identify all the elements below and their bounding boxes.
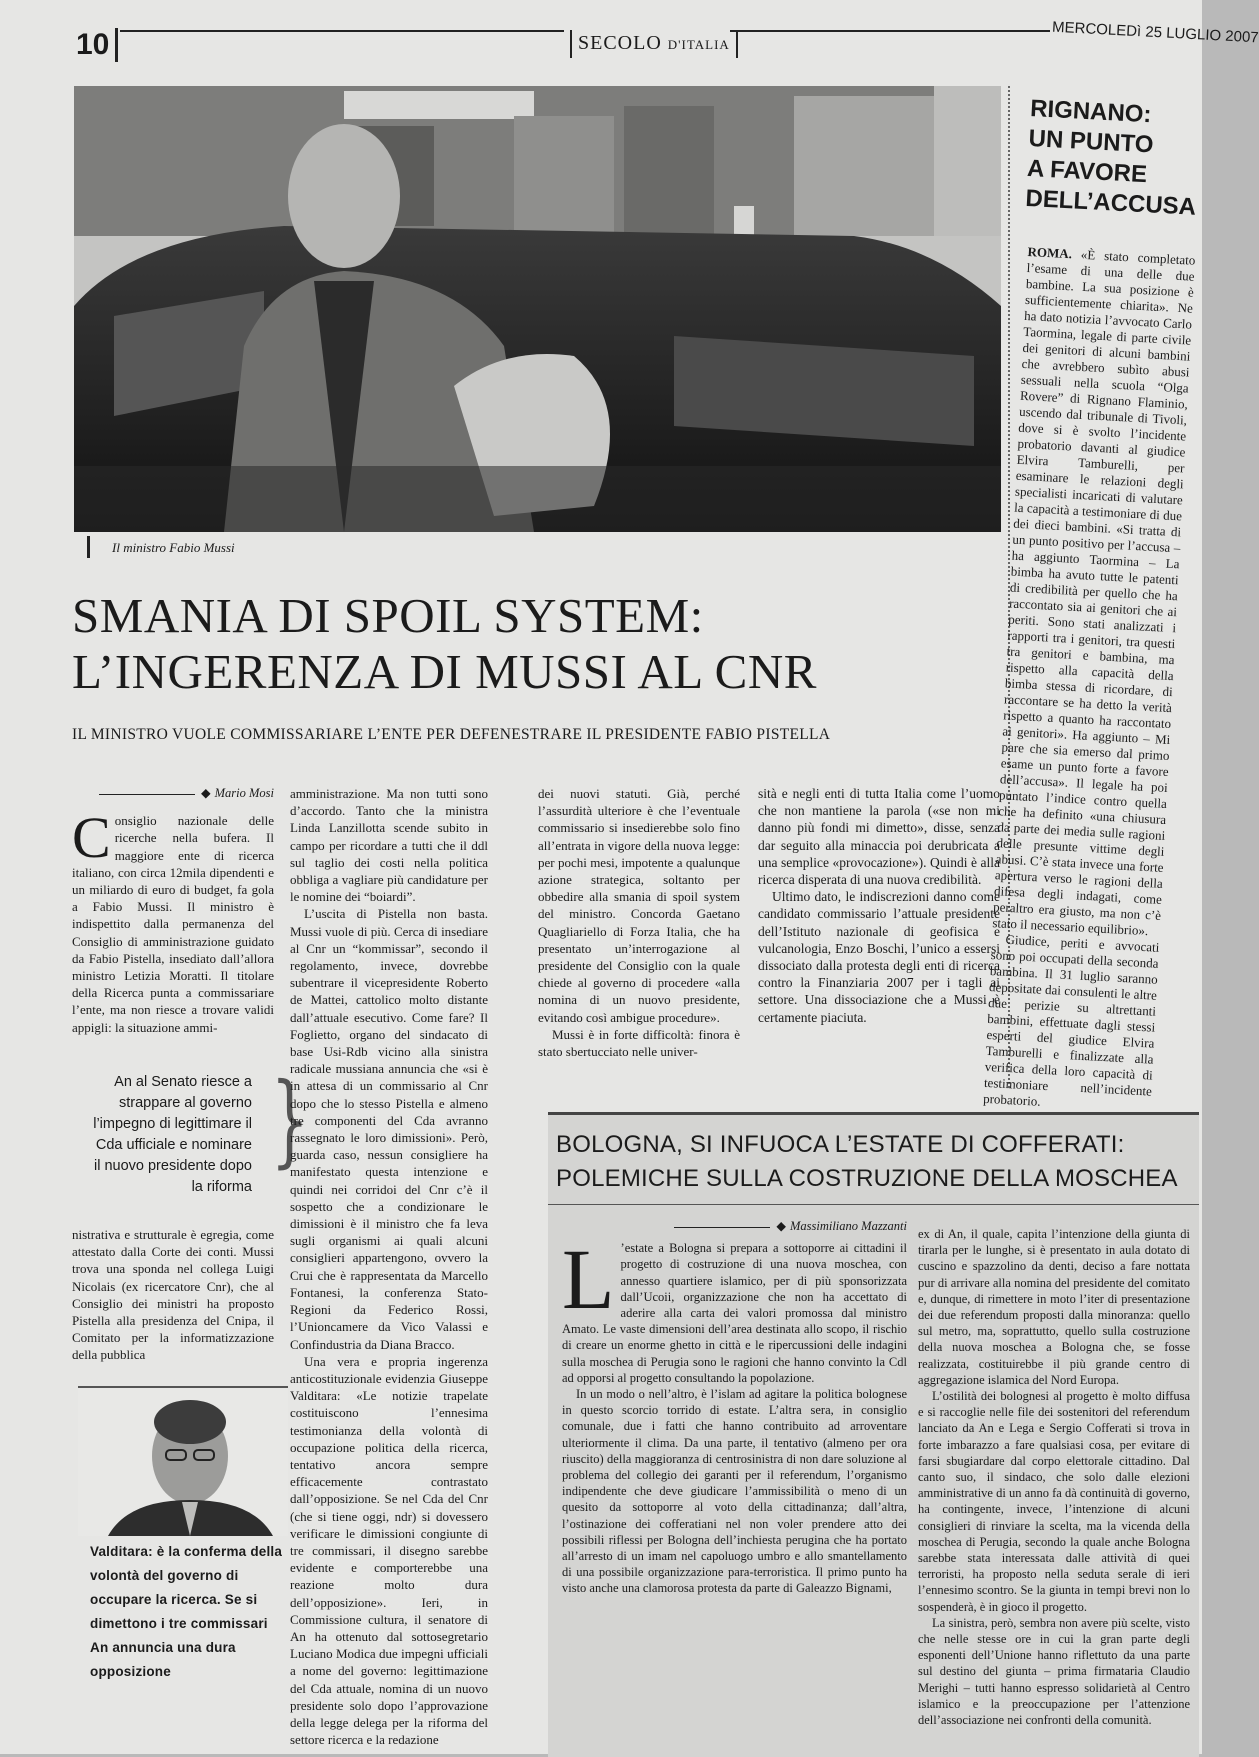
article-lead-paragraph (72, 805, 274, 1036)
byline: ◆ Mario Mosi (72, 785, 274, 802)
bologna-byline-name: Massimiliano Mazzanti (789, 1219, 907, 1233)
bologna-byline: ◆ Massimiliano Mazzanti (562, 1218, 907, 1234)
bologna-column-1 (562, 1218, 907, 1748)
paper-name-small: D'ITALIA (667, 37, 730, 52)
paragraph: dei nuovi statuti. Già, perché l’assurdità ulteriore è che l’eventuale commissario si insedierebbe solo fino all’entrata in vigore della nuova legge: per pochi mesi, impotente a qualunque azione strategica, soltanto per obbedire alla smania di spoil system del ministro. Concorda Gaetano Quagliariello di Forza Italia, che ha presentato un’interrogazione al presidente del Consiglio con la quale chiede al governo di procedere «alla nomina di un nuovo presidente, evitando così ambigue procedure». (538, 786, 740, 1025)
paragraph: amministrazione. Ma non tutti sono d’accordo. Tanto che la ministra Linda Lanzillotta scende subito in campo per ricordare a tutti che il ddl sul taglio dei costi nella politica obbliga a vagliare più candidature per le nomine dei “boiardi”. (290, 786, 488, 905)
page-number: 10 (76, 28, 118, 62)
sidebar-title-line-4: DELL’ACCUSA (1024, 184, 1197, 221)
paragraph: sità e negli enti di tutta Italia come l’uomo che non mantiene la parola («se non mi danno più fondi mi dimetto», disse, senza dar seguito alla minaccia poi derubricata a una semplice «provocazione»). Quindi è alla ricerca disperata di una nuova credibilità. (758, 786, 1000, 888)
bologna-title-rule (548, 1204, 1199, 1205)
valditara-box (78, 1386, 288, 1680)
sidebar-dateline: ROMA. (1027, 244, 1073, 262)
main-photo (74, 86, 1001, 532)
article-column-2 (290, 785, 488, 1748)
masthead-rule-right (730, 30, 1050, 32)
date-line: MERCOLEDì 25 LUGLIO 2007 (1051, 18, 1259, 47)
bologna-dropcap: L (562, 1231, 615, 1328)
article-column-3 (538, 785, 740, 1085)
sidebar-paragraph: «È stato completato l’esame di una delle due bambine. La sua posizione è sufficientemente chiarita». Ne ha dato notizia l’avvocato Carlo Taormina, legale di parte civile dei genitori di alcuni bambini che avrebbero subìto abusi sessuali nella scuola “Olga Rovere” di Rignano Flaminio, uscendo dal tribunale di Tivoli, dove si è svolto l’incidente probatorio davanti al giudice Elvira Tamburelli, per esaminare le relazioni degli specialisti incaricati di valutare la capacità a testimoniare di due dei dieci bambini. «Si tratta di un punto positivo per l’accusa – ha aggiunto Taormina – La bimba ha avuto tutte le patenti di credibilità per quello che ha raccontato sia ai genitori che ai periti. Sono stati analizzati i rapporti tra i genitori, tra questi tra genitori e bambina, ma rispetto alla capacità della bimba stessa di ricordare, di raccontare se ha detto la verità rispetto a quanto ha raccontato ai genitori». Ha aggiunto – Mi pare che sia emerso dal primo esame un punto forte a favore dell’accusa». Il legale ha poi puntato l’indice contro quella che ha definito «una chiusura da parte dei media sulle ragioni delle presunte vittime degli abusi. C’è stata invece una forte apertura verso le ragioni della difesa degli indagati, come peraltro era giusto, ma non c’è stato il necessario equilibrio». (992, 246, 1196, 939)
headline-line-2: L’INGERENZA DI MUSSI AL CNR (72, 644, 817, 699)
paragraph: ex di An, il quale, capita l’intenzione della giunta di tirarla per le lunghe, si è presentato in aula dotato di cuscino e spazzolino da denti, deciso a fare nottata pur di arrivare alla nomina del presidente del comitato e, dunque, di rimettere in moto l’iter di presentazione dei due referendum proposti dalla minoranza: quello sul metro, ma, soprattutto, quello sulla costruzione della nuova moschea a Bologna che, se fosse realizzata, costituirebbe il più grande centro di aggregazione islamica del Nord Europa. (918, 1227, 1190, 1387)
bologna-lead-paragraph (562, 1231, 907, 1386)
headline (72, 588, 1002, 700)
masthead-rule-left (120, 30, 564, 32)
paragraph: In un modo o nell’altro, è l’islam ad agitare la politica bolognese in questo scorcio torrido di estate. L’altra sera, in consiglio comunale, due i fatti che hanno contribuito ad arroventare ulteriormente il clima. Da una parte, il tentativo (almeno per ora riuscito) della maggioranza di centrosinistra di non dare soluzione al problema del collegio dei garanti per il referendum, l’organismo indipendente che deve giudicare l’ammissibilità o meno di un quesito da sottoporre al voto della cittadinanza; dall’altra, l’ostinazione dei cofferatiani nel non voler prendere atto dei possibili riflessi per Bologna dell’inchiesta perugina che ha portato all’arresto di un imam nel capoluogo umbro e allo smantellamento di una possibile organizzazione para-terroristica. Il primo punto ha visto anche una clamorosa protesta da parte di Galeazzo Bignami, (562, 1387, 907, 1596)
bologna-headline-line-2: POLEMICHE SULLA COSTRUZIONE DELLA MOSCHEA (556, 1165, 1178, 1192)
bologna-headline-line-1: BOLOGNA, SI INFUOCA L’ESTATE DI COFFERATI: (556, 1131, 1125, 1158)
paragraph: L’uscita di Pistella non basta. Mussi vuole di più. Cerca di insediare al Cnr un “kommissar”, secondo il regolamento, invece, dovrebbe subentrare il vicepresidente Roberto de Mattei, cattolico molto distante dall’attuale esecutivo. Come fare? Il Foglietto, organo del sindacato di base Usi-Rdb vicino alla sinistra radicale mussiana annuncia che «si è in attesa di un commissario al Cnr dopo che lo stesso Pistella e almeno tre componenti del Cda avranno rassegnato le loro dimissioni». Però, guarda caso, nessun consigliere ha manifestato questa intenzione e quindi nei corridoi del Cnr c’è il sospetto che a condizionare le dimissioni è il ministro che fa leva sugli organismi ai quali alcuni consiglieri appartengono, ovvero la Crui che è rappresentata da Marcello Fontanesi, la conferenza Stato-Regioni da Federico Rossi, l’Unioncamere da Vico Valassi e Confindustria da Diana Bracco. (290, 906, 488, 1352)
pull-quote-brace: } (270, 1061, 309, 1178)
sidebar-title-line-1: RIGNANO: (1029, 94, 1153, 129)
bologna-lead-text: ’estate a Bologna si prepara a sottoporre ai cittadini il progetto di costruzione di una nuova moschea, con annesso quartiere islamico, per di più sponsorizzata dall’Ucoii, organizzazione che non ha accettato di aderire alla carta dei valori promossa dal ministro Amato. Le vaste dimensioni dell’area destinata allo scopo, il rischio di creare un enorme ghetto in città e le ripercussioni delle indagini sulla moschea di Perugia sono le ragioni che hanno convinto la Cdl ad opporsi al progetto consultando la popolazione. (562, 1241, 907, 1385)
lead-text: onsiglio nazionale delle ricerche nella bufera. Il maggiore ente di ricerca italiano, con circa 12mila dipendenti e un miliardo di euro di budget, fa gola a Fabio Mussi. Il ministro è indispettito dalla permanenza del Consiglio di amministrazione guidato da Fabio Pistella, insediato dall’allora ministro Letizia Moratti. Il titolare della Ricerca punta a commissariare l’ente, ma non riesce a trovare validi appigli: la situazione ammi- (72, 813, 274, 1035)
sidebar-title-line-2: UN PUNTO (1027, 124, 1155, 159)
paper-name-main: SECOLO (578, 32, 662, 54)
bologna-column-2 (918, 1226, 1190, 1746)
caption-rule (87, 536, 90, 558)
subheadline: IL MINISTRO VUOLE COMMISSARIARE L’ENTE PER DEFENESTRARE IL PRESIDENTE FABIO PISTELLA (72, 726, 831, 743)
sidebar-paragraph-2: Giudice, periti e avvocati sono poi occupati della seconda bambina. Il 31 luglio saranno depositate dai consulenti le altre due perizie su altrettanti bambini, effettuate dagli stessi esperti del giudice Elvira Tamburelli e finalizzate alla verifica della loro capacità di testimoniare nell’incidente probatorio. (982, 931, 1160, 1109)
paragraph: La sinistra, però, sembra non avere più scelte, visto che nelle stesse ore in cui la gran parte degli esponenti dell’Unione hanno riflettuto da una parte sul destino del giunta – prima firmataria Claudio Merighi – tutti hanno espresso solidarietà al Centro islamico e la preoccupazione per l’attenzione dell’associazione nei confronti della comunità. (918, 1615, 1190, 1728)
paragraph: Una vera e propria ingerenza anticostituzionale evidenzia Giuseppe Valditara: «Le notizie trapelate costituiscono l’ennesima testimonianza della volontà di occupazione politica della ricerca, tentativo ancora sempre efficacemente contrastato dall’opposizione. Se nel Cda del Cnr (che si tiene oggi, ndr) si dovessero verificare le dimissioni congiunte di tre commissari, il disegno sarebbe evidente e comporterebbe una reazione molto dura dell’opposizione». Ieri, in Commissione cultura, il senatore di An ha ottenuto dal sottosegretario Luciano Modica due impegni ufficiali a nome del governo: legittimazione del Cda attuale, nomina di un nuovo presidente solo dopo l’approvazione della legge delega per la riforma del settore ricerca e la redazione (290, 1353, 488, 1748)
pull-quote: An al Senato riesce a strappare al governo l’impegno di legittimare il Cda ufficiale e nominare il nuovo presidente dopo la riforma (93, 1074, 252, 1195)
sidebar-title (1025, 94, 1201, 223)
article-column-1-continued (72, 1226, 274, 1386)
article-column-1 (72, 785, 274, 1047)
paragraph: L’ostilità dei bolognesi al progetto è molto diffusa e si raccoglie nelle file dei sostenitori del referendum lanciato da An e Lega e Sergio Cofferati si trova in forte imbarazzo a fare qualsiasi cosa, per evitare di farsi sbugiardare dal corpo elettorale cittadino. Dal canto suo, il sindaco, che solo dalle elezioni amministrative di un anno fa dà continuità di governo, ha contingente, invece, l’intenzione di alcuni consiglieri di rinviare la scelta, ma la vicenda della moschea di Perugia, secondo la quale anche Bologna sarebbe stata interessata dalle attività di quei terroristi, ha proposto nella seduta serale di ieri l’ennesimo scontro. Se la giunta in tempi brevi non lo sospenderà, è in gioco il progetto. (918, 1389, 1190, 1614)
valditara-photo (78, 1388, 288, 1536)
paragraph: nistrativa e strutturale è egregia, come attestato dalla Corte dei conti. Mussi trova una sponda nel collega Luigi Nicolais (ex ricercatore Cnr), che al Consiglio dei ministri ha proposto Pistella alla presidenza del Cnipa, il Comitato per la informatizzazione della pubblica (72, 1227, 274, 1363)
article-column-4 (758, 785, 1000, 1085)
paper-name (570, 30, 738, 58)
bologna-headline (556, 1128, 1196, 1196)
dropcap: C (72, 805, 111, 871)
headline-line-1: SMANIA DI SPOIL SYSTEM: (72, 588, 704, 643)
sidebar-title-line-3: A FAVORE (1026, 154, 1148, 189)
paragraph: Mussi è in forte difficoltà: finora è stato sbertucciato nelle univer- (538, 1026, 740, 1060)
photo-caption: Il ministro Fabio Mussi (112, 540, 235, 555)
valditara-quote: Valditara: è la conferma della volontà del governo di occupare la ricerca. Se si dimettono i tre commissari An annuncia una dura opposizione (90, 1544, 283, 1679)
byline-name: Mario Mosi (214, 786, 274, 800)
paragraph: Ultimo dato, le indiscrezioni danno come candidato commissario l’attuale presidente dell’Istituto nazionale di geofisica e vulcanologia, Enzo Boschi, l’unico a essersi dissociato dalla protesta degli enti di ricerca contro la Finanziaria 2007 per i tagli ai settore. Una dissociazione che a Mussi è certamente piaciuta. (758, 889, 1000, 1025)
